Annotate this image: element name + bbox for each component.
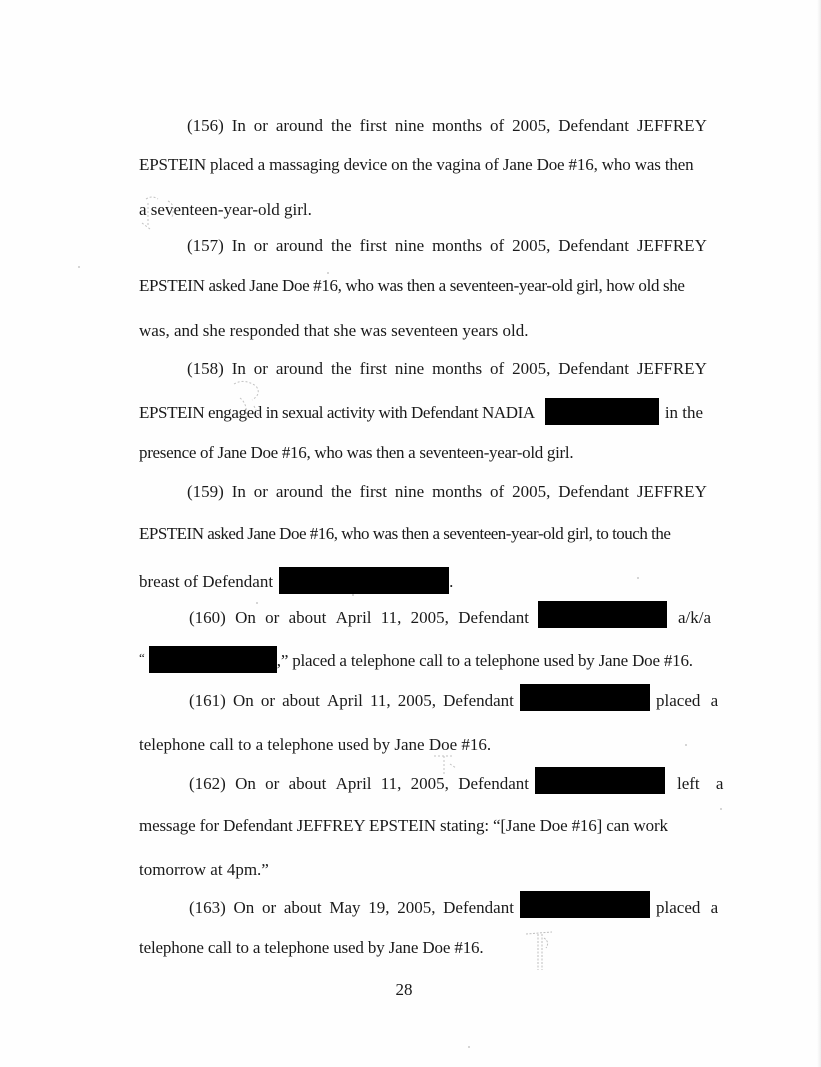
paragraph-158-line-3: presence of Jane Doe #16, who was then a seventeen-year-old girl.	[139, 443, 574, 462]
paragraph-157-line-3: was, and she responded that she was seventeen years old.	[139, 321, 529, 340]
paragraph-161-line-1-end: placed a	[656, 691, 719, 710]
word: or	[262, 898, 277, 917]
word: the	[330, 236, 352, 255]
word: April	[335, 608, 372, 627]
paragraph-157-line-1	[187, 235, 707, 257]
word: 11,	[370, 691, 391, 710]
paragraph-161-line-2: telephone call to a telephone used by Jane Doe #16.	[139, 735, 492, 754]
paragraph-163-line-1-words	[189, 897, 514, 919]
scan-edge-shadow	[817, 0, 821, 1067]
page-number: 28	[395, 980, 413, 999]
redaction-block	[520, 684, 650, 711]
paragraph-156-line-2: EPSTEIN placed a massaging device on the vagina of Jane Doe #16, who was then	[139, 155, 694, 174]
word: or	[265, 608, 280, 627]
paragraph-157-line-2: EPSTEIN asked Jane Doe #16, who was then a seventeen-year-old girl, how old she	[139, 276, 685, 295]
scan-speck	[352, 594, 354, 596]
word: or	[253, 482, 268, 501]
scan-artifact-mark	[522, 928, 558, 976]
paragraph-158-line-1	[187, 358, 707, 380]
paragraph-162-line-2: message for Defendant JEFFREY EPSTEIN stating: “[Jane Doe #16] can work	[139, 816, 668, 835]
paragraph-161-line-1-words	[189, 690, 514, 712]
word: April	[327, 691, 363, 710]
word: Defendant	[558, 482, 630, 501]
paragraph-162-line-1-words	[189, 773, 529, 795]
scan-speck	[78, 266, 80, 268]
paragraph-159-line-2: EPSTEIN asked Jane Doe #16, who was then a seventeen-year-old girl, to touch the	[139, 524, 671, 543]
paragraph-160-line-2-text: ,” placed a telephone call to a telephone used by Jane Doe #16.	[276, 651, 693, 670]
paragraph-159-line-1	[187, 481, 707, 503]
word: Defendant	[458, 774, 529, 793]
redaction-block	[545, 398, 659, 425]
word: 2005,	[410, 608, 449, 627]
scan-speck	[720, 808, 722, 810]
paragraph-159-line-3-text: breast of Defendant	[139, 572, 274, 591]
paragraph-156-line-1	[187, 115, 707, 137]
word: Defendant	[443, 898, 514, 917]
word: first	[359, 482, 388, 501]
word: In	[231, 116, 246, 135]
word: 2005,	[512, 236, 551, 255]
word: about	[288, 774, 327, 793]
paragraph-158-line-2-text: EPSTEIN engaged in sexual activity with Defendant NADIA	[139, 403, 535, 422]
word: 11,	[380, 774, 402, 793]
word: about	[288, 608, 327, 627]
paragraph-156-line-3: a seventeen-year-old girl.	[139, 200, 312, 219]
word: the	[330, 116, 352, 135]
word: of	[490, 236, 505, 255]
paragraph-160-line-1-words	[189, 607, 529, 629]
word: nine	[394, 236, 425, 255]
scan-speck	[327, 272, 329, 274]
paragraph-158-line-2-end: in the	[664, 403, 704, 422]
word: 2005,	[397, 691, 436, 710]
word: around	[275, 359, 324, 378]
word: or	[253, 236, 268, 255]
scan-speck	[637, 577, 639, 579]
word: May	[329, 898, 361, 917]
word: (163)	[189, 898, 226, 917]
word: or	[260, 691, 275, 710]
word: In	[231, 359, 246, 378]
word: first	[359, 236, 388, 255]
word: On	[235, 774, 256, 793]
word: JEFFREY	[636, 359, 707, 378]
word: On	[233, 898, 255, 917]
word: (157)	[187, 236, 224, 255]
word: 2005,	[512, 482, 551, 501]
word: nine	[394, 359, 425, 378]
scan-speck	[685, 744, 687, 746]
word: JEFFREY	[636, 482, 707, 501]
word: (159)	[187, 482, 224, 501]
word: months	[432, 116, 483, 135]
word: JEFFREY	[636, 116, 707, 135]
word: of	[490, 482, 505, 501]
open-quote: “	[139, 650, 145, 665]
scan-speck	[468, 1046, 470, 1048]
paragraph-163-line-1-end: placed a	[656, 898, 719, 917]
word: (161)	[189, 691, 226, 710]
word: Defendant	[558, 116, 630, 135]
paragraph-159-line-3-end: .	[449, 572, 454, 591]
redaction-block	[538, 601, 667, 628]
word: about	[282, 691, 320, 710]
word: around	[275, 236, 324, 255]
word: months	[432, 359, 483, 378]
word: the	[330, 482, 352, 501]
word: months	[432, 236, 483, 255]
word: In	[231, 236, 246, 255]
paragraph-162-line-1-end: left a	[677, 774, 724, 793]
redaction-block	[520, 891, 650, 918]
word: On	[232, 691, 254, 710]
word: around	[275, 482, 324, 501]
word: Defendant	[443, 691, 514, 710]
scan-speck	[256, 602, 258, 604]
word: (156)	[187, 116, 224, 135]
paragraph-162-line-3: tomorrow at 4pm.”	[139, 860, 269, 879]
scan-artifact-mark	[138, 195, 186, 233]
word: about	[283, 898, 322, 917]
word: (158)	[187, 359, 224, 378]
paragraph-163-line-2: telephone call to a telephone used by Jane Doe #16.	[139, 938, 484, 957]
redaction-block	[279, 567, 449, 594]
word: months	[432, 482, 483, 501]
word: first	[359, 116, 388, 135]
paragraph-158-line-2	[139, 398, 703, 420]
word: of	[490, 116, 505, 135]
word: 2005,	[512, 116, 551, 135]
word: In	[231, 482, 246, 501]
word: nine	[394, 116, 425, 135]
scan-artifact-mark	[430, 752, 460, 778]
paragraph-160-line-1-end: a/k/a	[678, 608, 712, 627]
word: Defendant	[558, 359, 630, 378]
redaction-block	[535, 767, 665, 794]
word: nine	[394, 482, 425, 501]
word: (160)	[189, 608, 226, 627]
word: On	[235, 608, 256, 627]
paragraph-160-line-2	[139, 646, 693, 668]
word: Defendant	[558, 236, 630, 255]
word: 2005,	[397, 898, 436, 917]
word: Defendant	[458, 608, 529, 627]
word: April	[335, 774, 372, 793]
word: the	[330, 359, 352, 378]
word: 2005,	[410, 774, 449, 793]
word: 11,	[380, 608, 402, 627]
word: first	[359, 359, 388, 378]
scan-artifact-mark	[228, 378, 268, 422]
word: of	[490, 359, 505, 378]
word: around	[275, 116, 324, 135]
word: 2005,	[512, 359, 551, 378]
word: or	[253, 116, 268, 135]
paragraph-159-line-3	[139, 567, 453, 589]
word: (162)	[189, 774, 226, 793]
redaction-block	[149, 646, 277, 673]
word: 19,	[368, 898, 390, 917]
word: JEFFREY	[636, 236, 707, 255]
word: or	[265, 774, 280, 793]
word: or	[253, 359, 268, 378]
